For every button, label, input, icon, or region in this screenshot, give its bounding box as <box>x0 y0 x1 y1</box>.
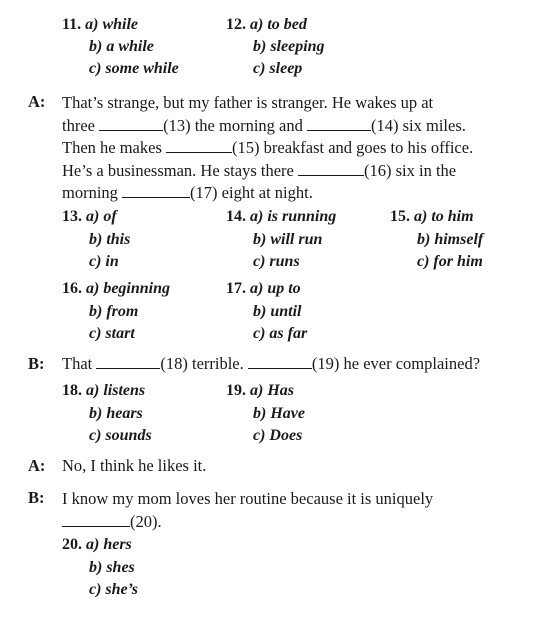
question-number: 14. <box>226 208 246 225</box>
question-13-options <box>62 206 130 274</box>
blank-18 <box>96 356 160 369</box>
dialogue-line: No, I think he likes it. <box>62 456 207 475</box>
option-b: b) this <box>89 230 131 248</box>
blank-17 <box>122 185 190 198</box>
option-a: a) to him <box>414 208 474 225</box>
question-12-options <box>226 14 325 80</box>
text-line: That’s strange, but my father is stranger. He wakes up at <box>62 93 434 112</box>
option-b: b) a while <box>89 38 154 55</box>
option-c: c) for him <box>417 253 483 270</box>
question-number: 11. <box>62 16 82 33</box>
question-number: 12. <box>226 16 246 33</box>
question-number: 13. <box>62 208 82 225</box>
text-line: Then he makes (15) breakfast and goes to his office. <box>62 138 474 157</box>
question-16-options <box>62 278 170 346</box>
option-a: a) beginning <box>86 280 171 297</box>
dialogue-line: That (18) terrible. (19) he ever complained? <box>62 354 481 373</box>
question-14-options <box>226 206 336 274</box>
option-a: a) Has <box>250 382 294 399</box>
option-a: a) is running <box>250 208 337 225</box>
question-11-options <box>62 14 179 80</box>
option-b: b) shes <box>89 558 135 576</box>
option-b: b) sleeping <box>253 38 325 55</box>
option-c: c) she’s <box>89 581 139 598</box>
blank-15 <box>166 140 232 153</box>
blank-19 <box>248 356 312 369</box>
question-number: 20. <box>62 536 82 553</box>
option-b: b) until <box>253 302 302 320</box>
option-c: c) some while <box>89 60 179 77</box>
text-line: I know my mom loves her routine because it is uniquely <box>62 489 434 508</box>
question-number: 17. <box>226 280 246 297</box>
option-c: c) Does <box>253 427 303 444</box>
option-a: a) hers <box>86 536 132 553</box>
option-a: a) listens <box>86 382 146 399</box>
dialogue-paragraph <box>62 92 473 205</box>
question-15-options <box>390 206 483 274</box>
option-a: a) while <box>85 16 139 33</box>
option-c: c) runs <box>253 253 300 270</box>
question-20-options <box>62 534 138 602</box>
text-line: He’s a businessman. He stays there (16) six in the <box>62 160 457 180</box>
question-19-options <box>226 380 305 448</box>
option-a: a) up to <box>250 280 301 297</box>
option-b: b) from <box>89 302 139 320</box>
question-17-options <box>226 278 307 346</box>
option-c: c) sounds <box>89 427 152 444</box>
dialogue-paragraph <box>62 488 433 533</box>
option-a: a) of <box>86 208 117 225</box>
question-number: 15. <box>390 208 410 225</box>
option-b: b) will run <box>253 230 323 248</box>
option-c: c) sleep <box>253 60 303 77</box>
blank-14 <box>307 118 371 131</box>
speaker-label: A: <box>28 456 46 475</box>
question-18-options <box>62 380 152 448</box>
option-b: b) Have <box>253 404 305 422</box>
speaker-label: B: <box>28 488 45 507</box>
text-line: three (13) the morning and (14) six miles. <box>62 115 466 135</box>
question-number: 16. <box>62 280 82 297</box>
option-b: b) himself <box>417 230 484 248</box>
blank-13 <box>99 118 163 131</box>
option-b: b) hears <box>89 404 143 422</box>
question-number: 19. <box>226 382 246 399</box>
speaker-label: A: <box>28 92 46 111</box>
blank-20 <box>62 514 130 527</box>
speaker-label: B: <box>28 354 45 373</box>
text-line: morning (17) eight at night. <box>62 183 313 202</box>
option-c: c) start <box>89 325 135 342</box>
question-number: 18. <box>62 382 82 399</box>
text-line: (20). <box>62 511 433 534</box>
option-c: c) as far <box>253 325 308 342</box>
option-c: c) in <box>89 253 119 270</box>
blank-16 <box>298 163 364 176</box>
option-a: a) to bed <box>250 16 307 33</box>
